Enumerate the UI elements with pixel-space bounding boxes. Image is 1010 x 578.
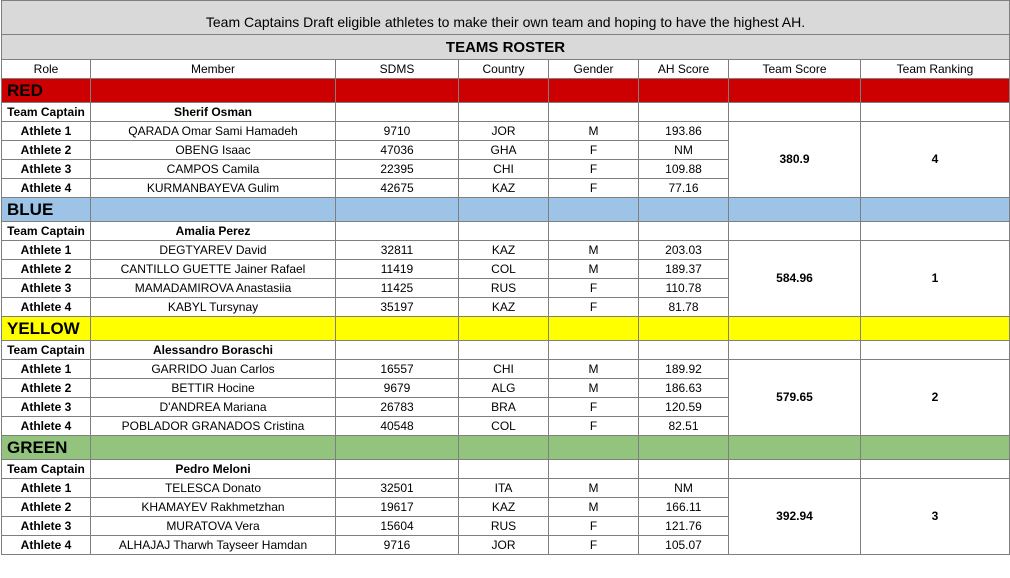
athlete-member[interactable]: CANTILLO GUETTE Jainer Rafael — [91, 260, 336, 279]
team-header-cell[interactable] — [336, 436, 459, 460]
athlete-sdms[interactable]: 47036 — [336, 141, 459, 160]
team-header-cell[interactable] — [729, 198, 861, 222]
team-header-cell[interactable] — [639, 198, 729, 222]
teams-roster-table — [1, 0, 1010, 555]
athlete-role[interactable]: Athlete 3 — [2, 279, 91, 298]
athlete-role[interactable]: Athlete 1 — [2, 479, 91, 498]
empty-cell[interactable] — [729, 103, 861, 122]
athlete-ah[interactable]: 81.78 — [639, 298, 729, 317]
athlete-country[interactable]: RUS — [459, 279, 549, 298]
athlete-member[interactable]: ALHAJAJ Tharwh Tayseer Hamdan — [91, 536, 336, 555]
athlete-role[interactable]: Athlete 1 — [2, 241, 91, 260]
team-header-cell[interactable] — [861, 317, 1010, 341]
column-header-team-ranking[interactable]: Team Ranking — [861, 60, 1010, 79]
empty-cell[interactable] — [861, 222, 1010, 241]
athlete-member[interactable]: KHAMAYEV Rakhmetzhan — [91, 498, 336, 517]
captain-name[interactable]: Alessandro Boraschi — [91, 341, 336, 360]
captain-role[interactable]: Team Captain — [2, 103, 91, 122]
team-ranking[interactable]: 3 — [861, 479, 1010, 555]
team-name-yellow[interactable]: YELLOW — [2, 317, 91, 341]
captain-row — [2, 460, 1010, 479]
empty-cell[interactable] — [336, 460, 459, 479]
empty-cell[interactable] — [861, 460, 1010, 479]
athlete-sdms[interactable]: 15604 — [336, 517, 459, 536]
athlete-member[interactable]: BETTIR Hocine — [91, 379, 336, 398]
athlete-member[interactable]: CAMPOS Camila — [91, 160, 336, 179]
athlete-member[interactable]: KURMANBAYEVA Gulim — [91, 179, 336, 198]
athlete-ah[interactable]: 193.86 — [639, 122, 729, 141]
team-name-green[interactable]: GREEN — [2, 436, 91, 460]
athlete-country[interactable]: KAZ — [459, 498, 549, 517]
athlete-gender[interactable]: M — [549, 241, 639, 260]
athlete-ah[interactable]: NM — [639, 479, 729, 498]
team-header-cell[interactable] — [729, 317, 861, 341]
team-header-cell[interactable] — [336, 198, 459, 222]
empty-cell[interactable] — [729, 222, 861, 241]
empty-cell[interactable] — [336, 222, 459, 241]
athlete-role[interactable]: Athlete 3 — [2, 160, 91, 179]
captain-name[interactable]: Amalia Perez — [91, 222, 336, 241]
team-header-cell[interactable] — [549, 317, 639, 341]
team-header-cell[interactable] — [549, 436, 639, 460]
team-header-cell[interactable] — [639, 436, 729, 460]
athlete-gender[interactable]: F — [549, 417, 639, 436]
athlete-ah[interactable]: 77.16 — [639, 179, 729, 198]
athlete-sdms[interactable]: 26783 — [336, 398, 459, 417]
team-header-cell[interactable] — [861, 198, 1010, 222]
column-header-gender[interactable]: Gender — [549, 60, 639, 79]
team-ranking[interactable]: 2 — [861, 360, 1010, 436]
team-header-cell[interactable] — [459, 436, 549, 460]
athlete-role[interactable]: Athlete 3 — [2, 398, 91, 417]
intro-text: Team Captains Draft eligible athletes to make their own team and hoping to have the highest AH. — [205, 14, 806, 30]
athlete-role[interactable]: Athlete 4 — [2, 179, 91, 198]
athlete-ah[interactable]: 189.37 — [639, 260, 729, 279]
team-ranking[interactable]: 1 — [861, 241, 1010, 317]
athlete-role[interactable]: Athlete 4 — [2, 417, 91, 436]
athlete-sdms[interactable]: 22395 — [336, 160, 459, 179]
team-header-cell[interactable] — [639, 79, 729, 103]
empty-cell[interactable] — [336, 341, 459, 360]
team-header-row-green — [2, 436, 1010, 460]
athlete-gender[interactable]: M — [549, 479, 639, 498]
empty-cell[interactable] — [549, 460, 639, 479]
captain-name[interactable]: Pedro Meloni — [91, 460, 336, 479]
captain-role[interactable]: Team Captain — [2, 341, 91, 360]
athlete-ah[interactable]: 121.76 — [639, 517, 729, 536]
athlete-role[interactable]: Athlete 1 — [2, 360, 91, 379]
athlete-sdms[interactable]: 11419 — [336, 260, 459, 279]
team-header-cell[interactable] — [91, 317, 336, 341]
athlete-country[interactable]: COL — [459, 417, 549, 436]
team-score[interactable]: 584.96 — [729, 241, 861, 317]
athlete-gender[interactable]: F — [549, 179, 639, 198]
athlete-ah[interactable]: 82.51 — [639, 417, 729, 436]
athlete-country[interactable]: RUS — [459, 517, 549, 536]
athlete-gender[interactable]: F — [549, 517, 639, 536]
empty-cell[interactable] — [459, 222, 549, 241]
empty-cell[interactable] — [639, 103, 729, 122]
athlete-sdms[interactable]: 35197 — [336, 298, 459, 317]
athlete-row — [2, 479, 1010, 498]
athlete-sdms[interactable]: 16557 — [336, 360, 459, 379]
athlete-gender[interactable]: M — [549, 260, 639, 279]
athlete-country[interactable]: JOR — [459, 122, 549, 141]
empty-cell[interactable] — [549, 103, 639, 122]
captain-name[interactable]: Sherif Osman — [91, 103, 336, 122]
column-header-member[interactable]: Member — [91, 60, 336, 79]
athlete-country[interactable]: GHA — [459, 141, 549, 160]
athlete-row — [2, 360, 1010, 379]
athlete-ah[interactable]: 109.88 — [639, 160, 729, 179]
athlete-member[interactable]: OBENG Isaac — [91, 141, 336, 160]
team-header-cell[interactable] — [336, 79, 459, 103]
empty-cell[interactable] — [459, 341, 549, 360]
roster-title[interactable]: TEAMS ROSTER — [2, 35, 1010, 60]
athlete-member[interactable]: KABYL Tursynay — [91, 298, 336, 317]
team-header-cell[interactable] — [459, 317, 549, 341]
athlete-country[interactable]: ALG — [459, 379, 549, 398]
column-header-team-score[interactable]: Team Score — [729, 60, 861, 79]
athlete-role[interactable]: Athlete 4 — [2, 536, 91, 555]
athlete-country[interactable]: KAZ — [459, 241, 549, 260]
athlete-gender[interactable]: M — [549, 498, 639, 517]
athlete-role[interactable]: Athlete 3 — [2, 517, 91, 536]
athlete-row — [2, 241, 1010, 260]
athlete-country[interactable]: KAZ — [459, 298, 549, 317]
athlete-gender[interactable]: F — [549, 141, 639, 160]
team-header-cell[interactable] — [639, 317, 729, 341]
athlete-sdms[interactable]: 42675 — [336, 179, 459, 198]
title-row — [2, 35, 1010, 60]
athlete-ah[interactable]: NM — [639, 141, 729, 160]
empty-cell[interactable] — [861, 103, 1010, 122]
athlete-country[interactable]: BRA — [459, 398, 549, 417]
athlete-country[interactable]: CHI — [459, 160, 549, 179]
empty-cell[interactable] — [639, 222, 729, 241]
team-name-red[interactable]: RED — [2, 79, 91, 103]
empty-cell[interactable] — [549, 222, 639, 241]
athlete-ah[interactable]: 186.63 — [639, 379, 729, 398]
athlete-ah[interactable]: 110.78 — [639, 279, 729, 298]
athlete-country[interactable]: ITA — [459, 479, 549, 498]
empty-cell[interactable] — [729, 341, 861, 360]
team-ranking[interactable]: 4 — [861, 122, 1010, 198]
column-header-country[interactable]: Country — [459, 60, 549, 79]
column-header-ah-score[interactable]: AH Score — [639, 60, 729, 79]
team-header-row-yellow — [2, 317, 1010, 341]
athlete-member[interactable]: DEGTYAREV David — [91, 241, 336, 260]
team-header-cell[interactable] — [91, 79, 336, 103]
athlete-ah[interactable]: 203.03 — [639, 241, 729, 260]
athlete-member[interactable]: TELESCA Donato — [91, 479, 336, 498]
intro-cell[interactable] — [2, 1, 1010, 35]
empty-cell[interactable] — [639, 341, 729, 360]
athlete-sdms[interactable]: 9716 — [336, 536, 459, 555]
athlete-member[interactable]: MURATOVA Vera — [91, 517, 336, 536]
athlete-role[interactable]: Athlete 2 — [2, 498, 91, 517]
athlete-role[interactable]: Athlete 2 — [2, 260, 91, 279]
athlete-sdms[interactable]: 9679 — [336, 379, 459, 398]
athlete-gender[interactable]: F — [549, 536, 639, 555]
athlete-sdms[interactable]: 9710 — [336, 122, 459, 141]
team-header-cell[interactable] — [729, 79, 861, 103]
empty-cell[interactable] — [861, 341, 1010, 360]
athlete-row — [2, 122, 1010, 141]
athlete-gender[interactable]: F — [549, 160, 639, 179]
empty-cell[interactable] — [459, 460, 549, 479]
athlete-sdms[interactable]: 32501 — [336, 479, 459, 498]
team-header-cell[interactable] — [549, 79, 639, 103]
captain-role[interactable]: Team Captain — [2, 222, 91, 241]
column-header-sdms[interactable]: SDMS — [336, 60, 459, 79]
athlete-gender[interactable]: F — [549, 298, 639, 317]
empty-cell[interactable] — [459, 103, 549, 122]
athlete-ah[interactable]: 120.59 — [639, 398, 729, 417]
team-header-cell[interactable] — [336, 317, 459, 341]
empty-cell[interactable] — [549, 341, 639, 360]
team-score[interactable]: 392.94 — [729, 479, 861, 555]
team-header-cell[interactable] — [91, 198, 336, 222]
column-header-role[interactable]: Role — [2, 60, 91, 79]
captain-row — [2, 222, 1010, 241]
teams-body — [2, 79, 1010, 555]
empty-cell[interactable] — [336, 103, 459, 122]
empty-cell[interactable] — [729, 460, 861, 479]
team-header-cell[interactable] — [459, 79, 549, 103]
captain-row — [2, 103, 1010, 122]
team-name-blue[interactable]: BLUE — [2, 198, 91, 222]
team-header-cell[interactable] — [861, 79, 1010, 103]
athlete-member[interactable]: QARADA Omar Sami Hamadeh — [91, 122, 336, 141]
athlete-sdms[interactable]: 40548 — [336, 417, 459, 436]
athlete-member[interactable]: GARRIDO Juan Carlos — [91, 360, 336, 379]
athlete-member[interactable]: POBLADOR GRANADOS Cristina — [91, 417, 336, 436]
athlete-gender[interactable]: F — [549, 279, 639, 298]
empty-cell[interactable] — [639, 460, 729, 479]
team-header-row-red — [2, 79, 1010, 103]
athlete-ah[interactable]: 189.92 — [639, 360, 729, 379]
athlete-ah[interactable]: 105.07 — [639, 536, 729, 555]
athlete-member[interactable]: D'ANDREA Mariana — [91, 398, 336, 417]
team-header-row-blue — [2, 198, 1010, 222]
team-score[interactable]: 380.9 — [729, 122, 861, 198]
athlete-country[interactable]: JOR — [459, 536, 549, 555]
team-header-cell[interactable] — [91, 436, 336, 460]
captain-row — [2, 341, 1010, 360]
team-header-cell[interactable] — [861, 436, 1010, 460]
team-header-cell[interactable] — [459, 198, 549, 222]
athlete-gender[interactable]: M — [549, 379, 639, 398]
athlete-country[interactable]: KAZ — [459, 179, 549, 198]
athlete-country[interactable]: CHI — [459, 360, 549, 379]
athlete-gender[interactable]: M — [549, 360, 639, 379]
team-header-cell[interactable] — [729, 436, 861, 460]
athlete-member[interactable]: MAMADAMIROVA Anastasiia — [91, 279, 336, 298]
athlete-sdms[interactable]: 19617 — [336, 498, 459, 517]
athlete-role[interactable]: Athlete 2 — [2, 379, 91, 398]
intro-row — [2, 1, 1010, 35]
team-score[interactable]: 579.65 — [729, 360, 861, 436]
athlete-role[interactable]: Athlete 2 — [2, 141, 91, 160]
athlete-role[interactable]: Athlete 1 — [2, 122, 91, 141]
athlete-sdms[interactable]: 32811 — [336, 241, 459, 260]
athlete-gender[interactable]: M — [549, 122, 639, 141]
athlete-role[interactable]: Athlete 4 — [2, 298, 91, 317]
athlete-sdms[interactable]: 11425 — [336, 279, 459, 298]
athlete-ah[interactable]: 166.11 — [639, 498, 729, 517]
team-header-cell[interactable] — [549, 198, 639, 222]
athlete-gender[interactable]: F — [549, 398, 639, 417]
athlete-country[interactable]: COL — [459, 260, 549, 279]
captain-role[interactable]: Team Captain — [2, 460, 91, 479]
header-row — [2, 60, 1010, 79]
